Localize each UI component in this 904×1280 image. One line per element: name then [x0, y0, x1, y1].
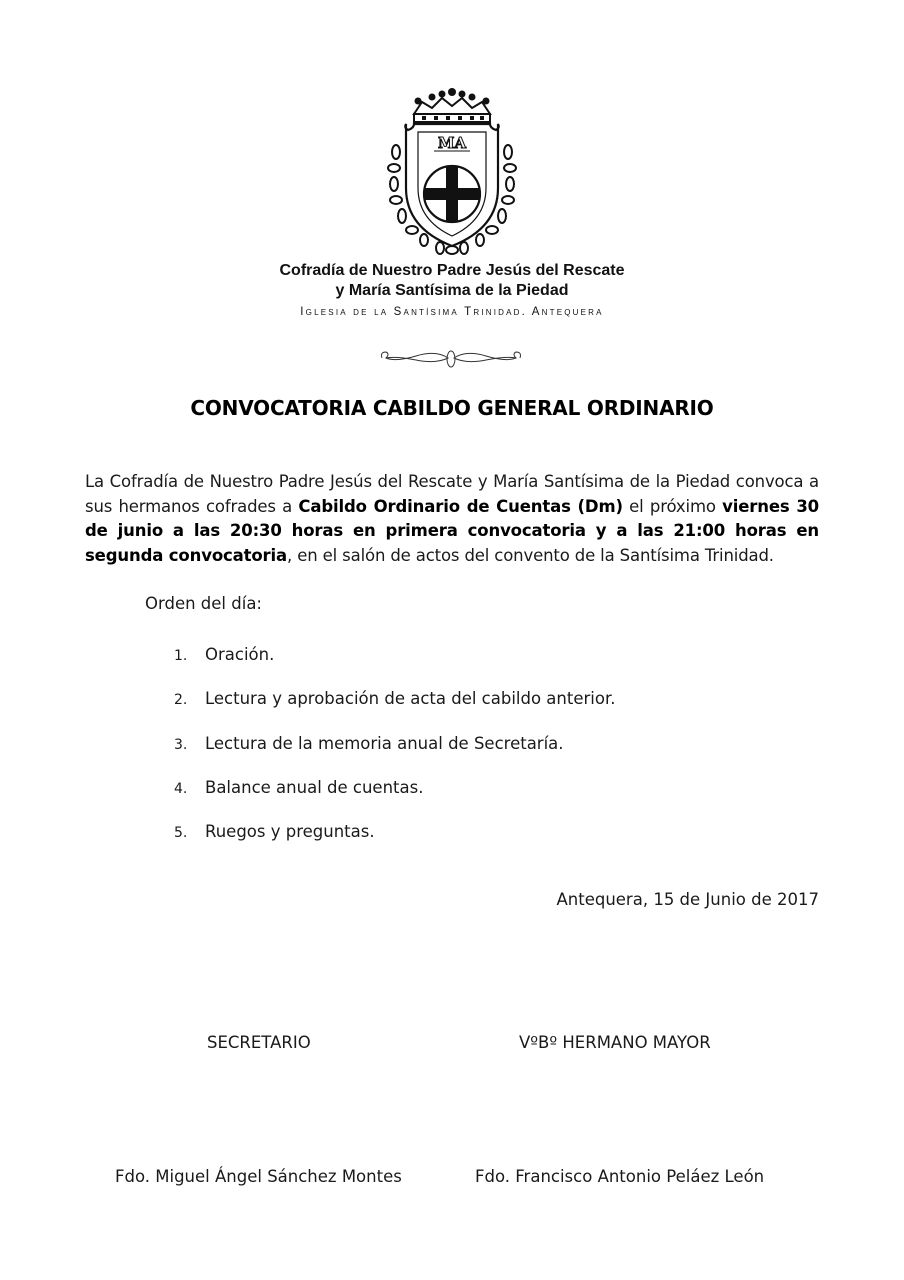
brotherhood-name-line1: Cofradía de Nuestro Padre Jesús del Rescate: [279, 262, 625, 279]
svg-text:MA: MA: [437, 134, 467, 152]
agenda-item: 4. Balance anual de cuentas.: [174, 778, 424, 797]
hermano-mayor-signature: Fdo. Francisco Antonio Peláez León: [475, 1167, 765, 1186]
secretary-role: SECRETARIO: [207, 1033, 311, 1052]
document-date: Antequera, 15 de Junio de 2017: [556, 890, 819, 909]
hermano-mayor-role: VºBº HERMANO MAYOR: [519, 1033, 711, 1052]
document-title: CONVOCATORIA CABILDO GENERAL ORDINARIO: [190, 396, 714, 420]
convocation-paragraph: La Cofradía de Nuestro Padre Jesús del Rescate y María Santísima de la Piedad convoca a sus hermanos cofrades a Cabildo Ordinario de Cuentas (Dm) el próximo viernes 30 de junio a las 20:30 horas en primera convocatoria y a las 21:00 horas en segunda convocatoria, en el salón de actos del convento de la Santísima Trinidad.: [85, 472, 820, 565]
agenda-item: 2. Lectura y aprobación de acta del cabildo anterior.: [174, 689, 616, 708]
brotherhood-name-line2: y María Santísima de la Piedad: [335, 282, 569, 299]
agenda-heading: Orden del día:: [145, 594, 262, 613]
agenda-item: 5. Ruegos y preguntas.: [174, 822, 375, 841]
secretary-signature: Fdo. Miguel Ángel Sánchez Montes: [115, 1167, 402, 1186]
ornamental-divider-icon: [376, 346, 526, 370]
agenda-item: 1. Oración.: [174, 645, 275, 664]
agenda-item: 3. Lectura de la memoria anual de Secretaría.: [174, 734, 564, 753]
brotherhood-crest-icon: [384, 88, 520, 256]
church-address: Iglesia de la Santísima Trinidad. Antequera: [300, 306, 604, 318]
